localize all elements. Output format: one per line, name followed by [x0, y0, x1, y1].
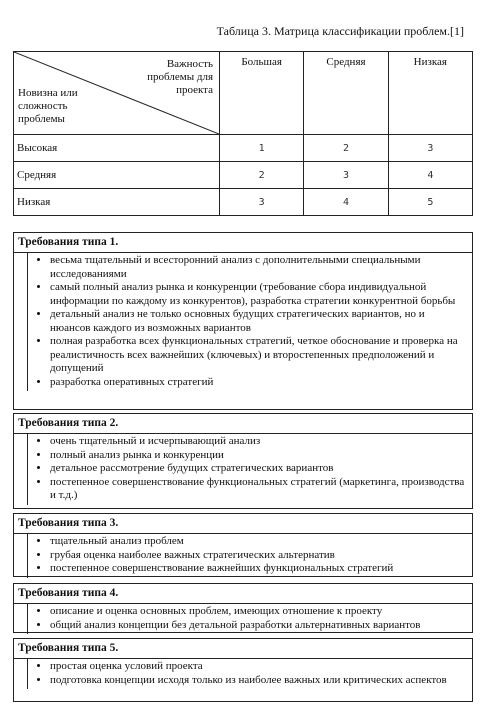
list-item: • общий анализ концепции без детальной разработки альтернативных вариантов	[50, 619, 466, 633]
requirements-body	[27, 534, 472, 578]
list-item: • тщательный анализ проблем	[50, 535, 466, 549]
matrix-cell: 5	[388, 189, 472, 216]
row-header: Низкая	[14, 189, 220, 216]
matrix-cell: 3	[220, 189, 304, 216]
requirements-type-5	[13, 638, 473, 702]
requirements-list	[36, 254, 466, 389]
requirements-list	[36, 435, 466, 503]
requirements-title: Требования типа 5.	[14, 639, 472, 659]
list-item: • грубая оценка наиболее важных стратегических альтернатив	[50, 549, 466, 563]
matrix-cell: 3	[388, 135, 472, 162]
matrix-cell: 4	[388, 162, 472, 189]
classification-matrix	[13, 51, 473, 216]
column-header-low: Низкая	[388, 52, 472, 135]
column-header-medium: Средняя	[304, 52, 388, 135]
list-item: • разработка оперативных стратегий	[50, 376, 466, 390]
list-item: • постепенное совершенствование важнейших функциональных стратегий	[50, 562, 466, 576]
column-header-high: Большая	[220, 52, 304, 135]
matrix-cell: 2	[304, 135, 388, 162]
matrix-corner-cell	[14, 52, 220, 135]
requirements-title: Требования типа 4.	[14, 584, 472, 604]
list-item: • описание и оценка основных проблем, имеющих отношение к проекту	[50, 605, 466, 619]
matrix-cell: 1	[220, 135, 304, 162]
matrix-cell: 4	[304, 189, 388, 216]
corner-novelty-label: Новизна или сложность проблемы	[18, 87, 78, 125]
list-item: • самый полный анализ рынка и конкуренции (требование сбора индивидуальной информации по каждому из конкурентов), разработка стратегии конкурентной борьбы	[50, 281, 466, 308]
list-item: • детальный анализ не только основных будущих стратегических вариантов, но и нюансов каждого из возможных вариантов	[50, 308, 466, 335]
matrix-cell: 2	[220, 162, 304, 189]
requirements-title: Требования типа 2.	[14, 414, 472, 434]
requirements-title: Требования типа 3.	[14, 514, 472, 534]
table-row	[14, 162, 473, 189]
list-item: • постепенное совершенствование функциональных стратегий (маркетинга, производства и т.д.)	[50, 476, 466, 503]
list-item: • полный анализ рынка и конкуренции	[50, 449, 466, 463]
table-row	[14, 135, 473, 162]
list-item: • весьма тщательный и всесторонний анализ с дополнительными специальными исследованиями	[50, 254, 466, 281]
requirements-body	[27, 659, 472, 689]
row-header: Средняя	[14, 162, 220, 189]
requirements-title: Требования типа 1.	[14, 233, 472, 253]
requirements-type-2	[13, 413, 473, 509]
requirements-type-3	[13, 513, 473, 577]
list-item: • детальное рассмотрение будущих стратегических вариантов	[50, 462, 466, 476]
table-caption: Таблица 3. Матрица классификации проблем.[1]	[216, 24, 464, 38]
row-header: Высокая	[14, 135, 220, 162]
list-item: • простая оценка условий проекта	[50, 660, 466, 674]
list-item: • очень тщательный и исчерпывающий анализ	[50, 435, 466, 449]
corner-importance-label: Важность проблемы для проекта	[147, 58, 213, 96]
requirements-body	[27, 434, 472, 505]
requirements-list	[36, 660, 466, 687]
requirements-body	[27, 604, 472, 634]
requirements-list	[36, 605, 466, 632]
list-item: • полная разработка всех функциональных стратегий, четкое обоснование и проверка на реалистичность всех важнейших (ключевых) и второстепенных предположений и допущений	[50, 335, 466, 376]
table-row	[14, 189, 473, 216]
matrix-cell: 3	[304, 162, 388, 189]
list-item: • подготовка концепции исходя только из наиболее важных или критических аспектов	[50, 674, 466, 688]
requirements-body	[27, 253, 472, 391]
requirements-type-1	[13, 232, 473, 410]
requirements-list	[36, 535, 466, 576]
requirements-type-4	[13, 583, 473, 633]
